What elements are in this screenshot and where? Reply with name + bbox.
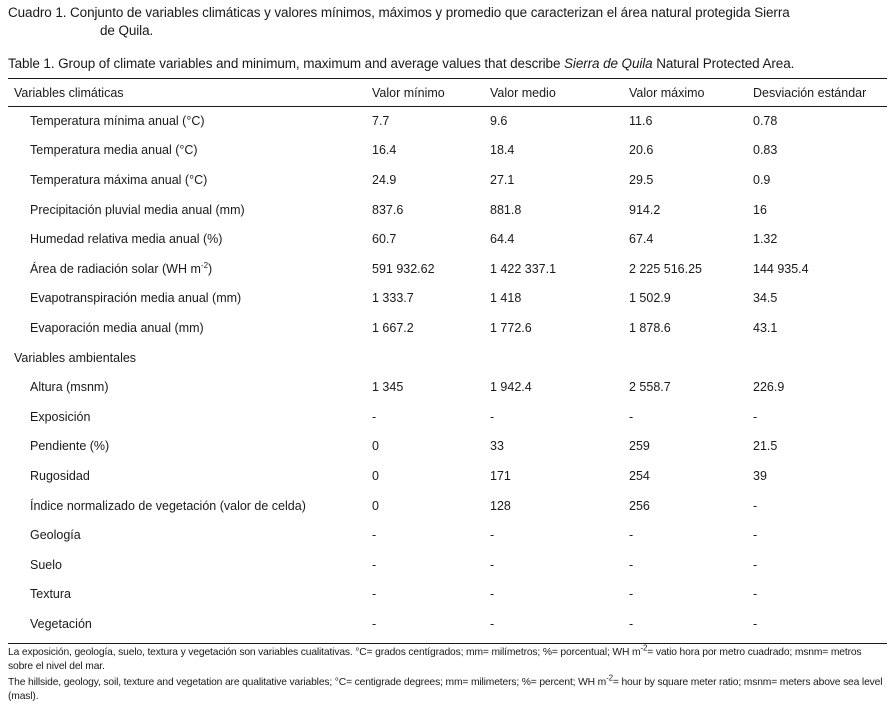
- row-label: Pendiente (%): [30, 439, 110, 454]
- cell-max: 20.6: [629, 143, 654, 158]
- cell-mean: 33: [490, 439, 504, 454]
- cell-sd: -: [753, 409, 758, 424]
- row-label: Temperatura máxima anual (°C): [30, 172, 208, 187]
- row-label: Índice normalizado de vegetación (valor de celda): [30, 498, 306, 513]
- row-label-close: ): [208, 261, 213, 276]
- cell-max: 29.5: [629, 172, 654, 187]
- table-row: [8, 372, 887, 402]
- cell-min: 16.4: [372, 143, 397, 158]
- row-label: Precipitación pluvial media anual (mm): [30, 202, 245, 217]
- cell-sd: -: [753, 498, 758, 513]
- cell-mean: 1 422 337.1: [490, 261, 557, 276]
- cell-sd: 0.9: [753, 172, 771, 187]
- cell-mean: 27.1: [490, 172, 515, 187]
- cell-max: 1 878.6: [629, 320, 671, 335]
- table-row: [8, 165, 887, 195]
- cell-sd: 43.1: [753, 320, 778, 335]
- row-label: Suelo: [30, 557, 62, 572]
- footnote-spanish-text: La exposición, geología, suelo, textura y vegetación son variables cualitativas. °C= grados centígrados; mm= milímetros; %= porcentual; WH m: [8, 647, 641, 658]
- cell-sd: 0.78: [753, 113, 778, 128]
- cell-sd: 39: [753, 468, 767, 483]
- header-variable: Variables climáticas: [14, 85, 124, 100]
- row-label: Altura (msnm): [30, 380, 109, 395]
- table-row: [8, 432, 887, 462]
- footnote-english-text-end: = hour by square meter ratio; msnm= meters above sea level (masl).: [8, 677, 883, 702]
- caption-english-italic: Sierra de Quila: [564, 56, 653, 71]
- table-footnotes: [8, 643, 888, 703]
- cell-sd: 226.9: [753, 380, 785, 395]
- table-row: [8, 195, 887, 225]
- footnote-spanish: [8, 643, 888, 673]
- row-label: Evaporación media anual (mm): [30, 320, 204, 335]
- table-row: [8, 491, 887, 521]
- table-row: [8, 550, 887, 580]
- cell-mean: 18.4: [490, 143, 515, 158]
- row-label: Temperatura media anual (°C): [30, 143, 198, 158]
- table-row: [8, 254, 887, 284]
- cell-mean: -: [490, 528, 495, 543]
- row-label-superscript: -2: [200, 260, 209, 270]
- header-min: Valor mínimo: [372, 85, 445, 100]
- row-label-text: Área de radiación solar (WH m: [30, 261, 201, 276]
- cell-max: 254: [629, 468, 650, 483]
- cell-max: -: [629, 557, 634, 572]
- table-row: [8, 136, 887, 166]
- climate-variables-table: [8, 79, 887, 639]
- cell-mean: 1 418: [490, 291, 522, 306]
- group-label-environmental: Variables ambientales: [14, 350, 137, 365]
- cell-sd: -: [753, 557, 758, 572]
- table-header-row: [8, 79, 887, 106]
- row-label: Rugosidad: [30, 468, 90, 483]
- cell-min: -: [372, 587, 377, 602]
- cell-mean: 881.8: [490, 202, 522, 217]
- cell-min: 837.6: [372, 202, 404, 217]
- cell-min: -: [372, 557, 377, 572]
- cell-mean: 1 772.6: [490, 320, 532, 335]
- cell-min: 0: [372, 498, 379, 513]
- cell-sd: -: [753, 587, 758, 602]
- cell-max: 67.4: [629, 232, 654, 247]
- caption-english: [8, 55, 888, 73]
- cell-min: -: [372, 409, 377, 424]
- caption-spanish-line2: de Quila.: [100, 23, 154, 38]
- cell-min: 0: [372, 439, 379, 454]
- cell-max: 2 558.7: [629, 380, 671, 395]
- table-row: [8, 580, 887, 610]
- footnote-english: [8, 673, 888, 703]
- footnote-spanish-text-end: = vatio hora por metro cuadrado; msnm= metros sobre el nivel del mar.: [8, 647, 862, 672]
- cell-sd: 21.5: [753, 439, 778, 454]
- cell-max: 914.2: [629, 202, 661, 217]
- row-label: Exposición: [30, 409, 91, 424]
- table-row: [8, 461, 887, 491]
- table-row: [8, 520, 887, 550]
- cell-min: -: [372, 528, 377, 543]
- caption-english-suffix: Natural Protected Area.: [652, 56, 795, 71]
- cell-sd: -: [753, 528, 758, 543]
- cell-mean: 171: [490, 468, 511, 483]
- cell-mean: 64.4: [490, 232, 515, 247]
- cell-sd: 144 935.4: [753, 261, 809, 276]
- cell-mean: -: [490, 616, 495, 631]
- cell-max: -: [629, 587, 634, 602]
- cell-mean: -: [490, 557, 495, 572]
- cell-sd: 34.5: [753, 291, 778, 306]
- row-label: Evapotranspiración media anual (mm): [30, 291, 242, 306]
- row-label: Temperatura mínima anual (°C): [30, 113, 205, 128]
- header-max: Valor máximo: [629, 85, 705, 100]
- cell-max: 2 225 516.25: [629, 261, 702, 276]
- table-row: [8, 284, 887, 314]
- cell-max: 11.6: [629, 113, 653, 128]
- cell-max: -: [629, 409, 634, 424]
- cell-mean: -: [490, 587, 495, 602]
- cell-mean: 1 942.4: [490, 380, 532, 395]
- cell-max: 256: [629, 498, 650, 513]
- caption-spanish: [8, 4, 888, 40]
- row-label: Humedad relativa media anual (%): [30, 232, 223, 247]
- cell-mean: -: [490, 409, 495, 424]
- table-bottom-rule: [8, 643, 887, 644]
- cell-min: 0: [372, 468, 379, 483]
- cell-min: 24.9: [372, 172, 397, 187]
- row-label: Textura: [30, 587, 71, 602]
- cell-min: 1 333.7: [372, 291, 414, 306]
- caption-spanish-line1: Cuadro 1. Conjunto de variables climáticas y valores mínimos, máximos y promedio que caracterizan el área natural protegida Sierra: [8, 5, 790, 20]
- header-mean: Valor medio: [490, 85, 556, 100]
- table-row: [8, 224, 887, 254]
- footnote-english-text: The hillside, geology, soil, texture and vegetation are qualitative variables; °C= centigrade degrees; mm= milimeters; %= percent; WH m: [8, 677, 607, 688]
- row-label: Geología: [30, 528, 81, 543]
- cell-max: -: [629, 528, 634, 543]
- footnote-spanish-superscript: -2: [640, 643, 648, 653]
- caption-english-prefix: Table 1. Group of climate variables and minimum, maximum and average values that describe: [8, 56, 565, 71]
- cell-min: 1 667.2: [372, 320, 414, 335]
- cell-mean: 128: [490, 498, 511, 513]
- row-label: [8, 254, 372, 284]
- footnote-english-superscript: -2: [606, 673, 613, 683]
- cell-max: 1 502.9: [629, 291, 671, 306]
- group-row-environmental: [8, 343, 887, 373]
- cell-min: 591 932.62: [372, 261, 435, 276]
- row-label: Vegetación: [30, 616, 92, 631]
- header-sd: Desviación estándar: [753, 85, 867, 100]
- cell-sd: 1.32: [753, 232, 778, 247]
- cell-min: 1 345: [372, 380, 404, 395]
- cell-mean: 9.6: [490, 113, 508, 128]
- cell-min: 60.7: [372, 232, 397, 247]
- cell-max: 259: [629, 439, 650, 454]
- table-row: [8, 106, 887, 136]
- cell-sd: 16: [753, 202, 767, 217]
- cell-min: 7.7: [372, 113, 390, 128]
- table-row: [8, 313, 887, 343]
- cell-min: -: [372, 616, 377, 631]
- table-row: [8, 609, 887, 639]
- cell-max: -: [629, 616, 634, 631]
- table-row: [8, 402, 887, 432]
- cell-sd: 0.83: [753, 143, 778, 158]
- cell-sd: -: [753, 616, 758, 631]
